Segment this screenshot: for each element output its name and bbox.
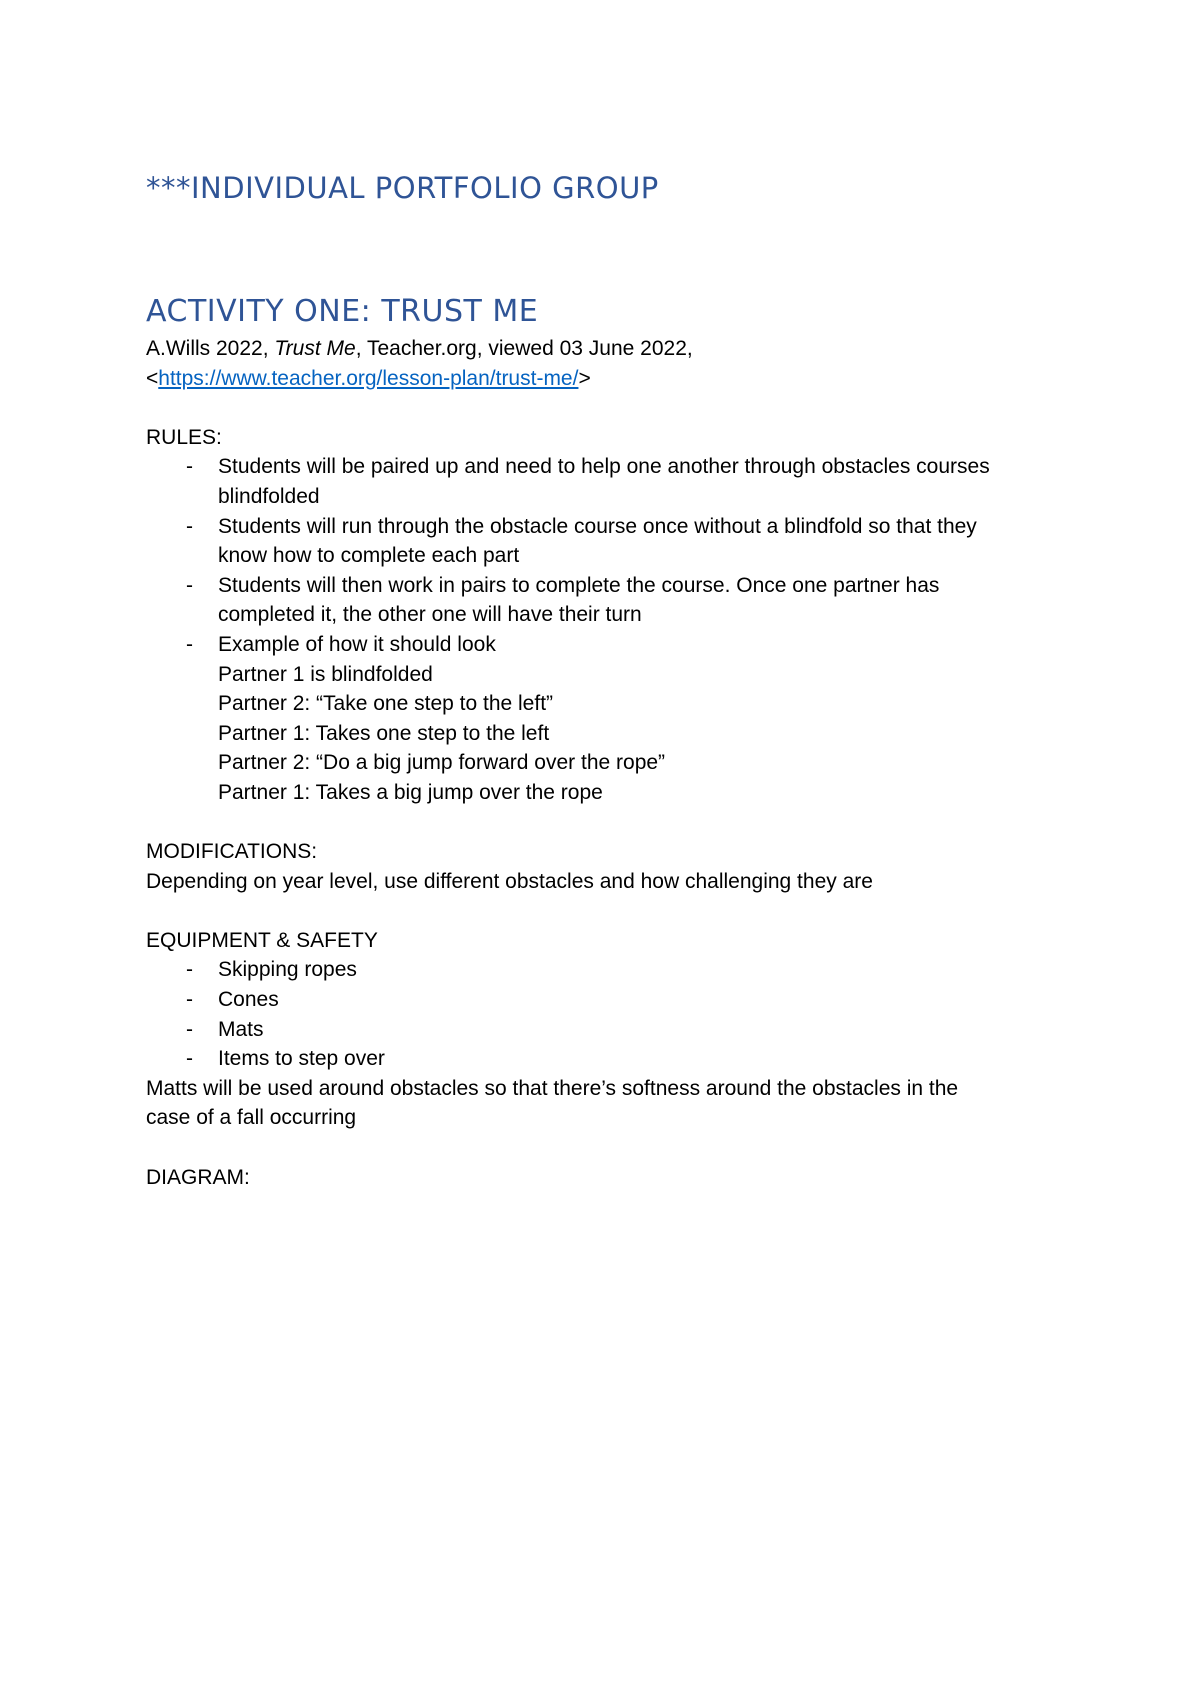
url-close-bracket: > (578, 366, 591, 390)
url-open-bracket: < (146, 366, 159, 390)
dash-bullet: - (186, 1047, 193, 1071)
rules-item-line: Students will then work in pairs to complete the course. Once one partner has (218, 573, 940, 597)
example-line: Partner 2: “Do a big jump forward over the rope” (218, 751, 666, 775)
spacer (146, 896, 1066, 926)
citation-url-line (146, 364, 1066, 394)
equipment-list (146, 955, 1066, 1073)
diagram-label: DIAGRAM: (146, 1165, 250, 1189)
modifications-text: Depending on year level, use different obstacles and how challenging they are (146, 869, 873, 893)
citation-link[interactable]: https://www.teacher.org/lesson-plan/trust-me/ (158, 366, 579, 390)
rules-item (146, 512, 1066, 571)
rules-label: RULES: (146, 425, 222, 449)
example-line: Partner 2: “Take one step to the left” (218, 692, 554, 716)
example-line: Partner 1: Takes one step to the left (218, 721, 550, 745)
equipment-item (146, 1044, 1066, 1074)
dash-bullet: - (186, 573, 193, 597)
group-heading: ***INDIVIDUAL PORTFOLIO GROUP (146, 171, 659, 205)
document-body (146, 334, 1066, 1192)
spacer (146, 1133, 1066, 1163)
rules-item (146, 571, 1066, 630)
citation (146, 334, 1066, 364)
activity-heading: ACTIVITY ONE: TRUST ME (146, 294, 539, 329)
example-line: Partner 1 is blindfolded (218, 662, 433, 686)
dash-bullet: - (186, 988, 193, 1012)
dash-bullet: - (186, 958, 193, 982)
citation-source: , Teacher.org, viewed 03 June 2022, (355, 337, 693, 360)
dash-bullet: - (186, 455, 193, 479)
rules-item-line: completed it, the other one will have their turn (218, 603, 642, 627)
dash-bullet: - (186, 1017, 193, 1041)
equipment-item (146, 955, 1066, 985)
rules-item-line: Students will run through the obstacle course once without a blindfold so that they (218, 514, 977, 538)
equipment-note-line: Matts will be used around obstacles so that there’s softness around the obstacles in the (146, 1076, 959, 1100)
citation-title: Trust Me (274, 337, 356, 360)
equipment-item-label: Cones (218, 988, 279, 1012)
dash-bullet: - (186, 514, 193, 538)
equipment-item (146, 1015, 1066, 1045)
rules-item (146, 630, 1066, 808)
rules-item-line: blindfolded (218, 484, 320, 508)
equipment-label: EQUIPMENT & SAFETY (146, 928, 378, 952)
spacer (146, 393, 1066, 423)
citation-author-year: A.Wills 2022, (146, 337, 275, 360)
dash-bullet: - (186, 632, 193, 656)
equipment-item-label: Mats (218, 1017, 264, 1041)
modifications-label: MODIFICATIONS: (146, 840, 318, 864)
equipment-item-label: Items to step over (218, 1047, 385, 1071)
rules-item-line: Students will be paired up and need to help one another through obstacles courses (218, 455, 990, 479)
rules-item (146, 452, 1066, 511)
rules-item-line: know how to complete each part (218, 544, 520, 568)
rules-list (146, 452, 1066, 807)
equipment-item (146, 985, 1066, 1015)
equipment-item-label: Skipping ropes (218, 958, 357, 982)
example-line: Partner 1: Takes a big jump over the rope (218, 780, 603, 804)
spacer (146, 808, 1066, 838)
equipment-note-line: case of a fall occurring (146, 1106, 357, 1130)
rules-item-line: Example of how it should look (218, 632, 496, 656)
